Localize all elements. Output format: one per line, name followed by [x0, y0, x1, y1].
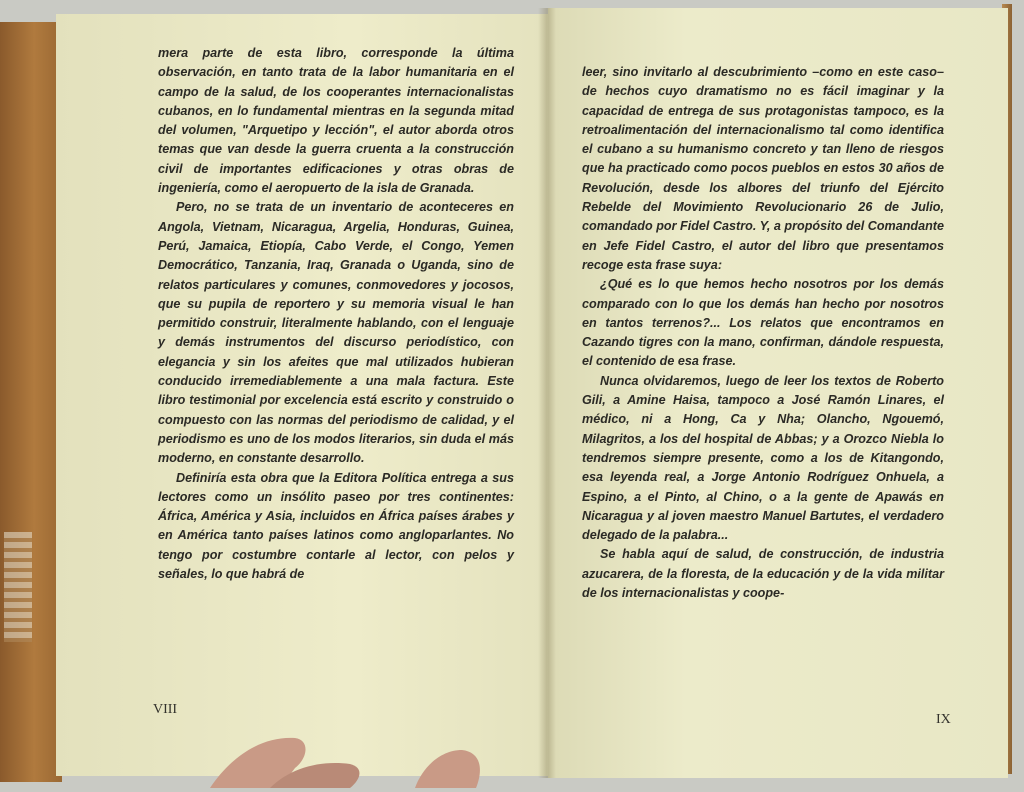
holding-fingers	[200, 728, 490, 788]
right-paragraph-1: leer, sino invitarlo al descubrimiento –como en este caso– de hechos cuyo dramatismo no es fácil imaginar y la capacidad de entrega de sus protagonistas tampoco, es la retroalimentación del internacionalismo tal como identifica el cubano a su humanismo concreto y tan lleno de riesgos que ha practicado como pocos pueblos en estos 30 años de Revolución, desde los albores del triunfo del Ejército Rebelde del Movimiento Revolucionario 26 de Julio, comandado por Fidel Castro. Y, a propósito del Comandante en Jefe Fidel Castro, el autor del libro que presentamos recoge esta frase suya:	[582, 65, 944, 272]
left-paragraph-1: mera parte de esta libro, corresponde la última observación, en tanto trata de la labor humanitaria en el campo de la salud, de los cooperantes internacionalistas cubanos, en lo fundamental mientras en la segunda mitad del volumen, "Arquetipo y lección", el autor aborda otros temas que van desde la guerra cruenta a la construcción civil de importantes edificaciones y otras obras de ingeniería, como el aeropuerto de la isla de Granada.	[158, 46, 514, 196]
left-paragraph-2: Pero, no se trata de un inventario de aconteceres en Angola, Vietnam, Nicaragua, Argelia, Honduras, Guinea, Perú, Jamaica, Etiopía, Cabo Verde, el Congo, Yemen Democrático, Tanzania, Iraq, Granada o Uganda, sino de relatos particulares y comunes, conmovedores y jocosos, que su pupila de reportero y su memoria visual le han permitido construir, literalmente hablando, con el lenguaje y demás instrumentos del discurso periodístico, con elegancia y sin los afeites que mal utilizados hubieran conducido irremediablemente a una mala factura. Este libro testimonial por excelencia está escrito y construido o compuesto con las normas del periodismo de calidad, y el periodismo es uno de los modos literarios, sin duda el más moderno, en constante desarrollo.	[158, 200, 514, 466]
left-page-text	[158, 44, 514, 584]
right-paragraph-3: Nunca olvidaremos, luego de leer los textos de Roberto Gili, a Amine Haisa, tampoco a José Ramón Linares, el médico, ni a Hong, Ca y Nha; Olancho, Ngouemó, Milagritos, a los del hospital de Abbas; y a Orozco Niebla lo tendremos siempre presente, como a los de Kitangondo, esa leyenda real, a Jorge Antonio Rodríguez Onhuela, a Espino, a el Pinto, al Chino, o a la gente de Apawás en Nicaragua y al joven maestro Manuel Bartutes, el verdadero delegado de la palabra...	[582, 373, 944, 543]
right-page-text	[582, 63, 944, 603]
left-paragraph-3: Definiría esta obra que la Editora Política entrega a sus lectores como un insólito paseo por tres continentes: África, América y Asia, incluidos en África países árabes y en América tanto países latinos como angloparlantes. No tengo por costumbre contarle al lector, con pelos y señales, lo que habrá de	[158, 470, 514, 582]
left-page-number: VIII	[153, 702, 178, 717]
spine-label	[4, 532, 32, 642]
right-paragraph-2: ¿Qué es lo que hemos hecho nosotros por los demás comparado con lo que los demás han hecho por nosotros en tantos terrenos?... Los relatos que encontramos en Cazando tigres con la mano, confirman, dándole respuesta, el contenido de esa frase.	[582, 277, 944, 369]
book-cover-edge	[0, 22, 62, 782]
book-gutter	[538, 8, 556, 778]
right-page-number: IX	[936, 712, 951, 727]
right-paragraph-4: Se habla aquí de salud, de construcción, de industria azucarera, de la floresta, de la educación y de la vida militar de los internacionalistas y coope-	[582, 547, 944, 601]
